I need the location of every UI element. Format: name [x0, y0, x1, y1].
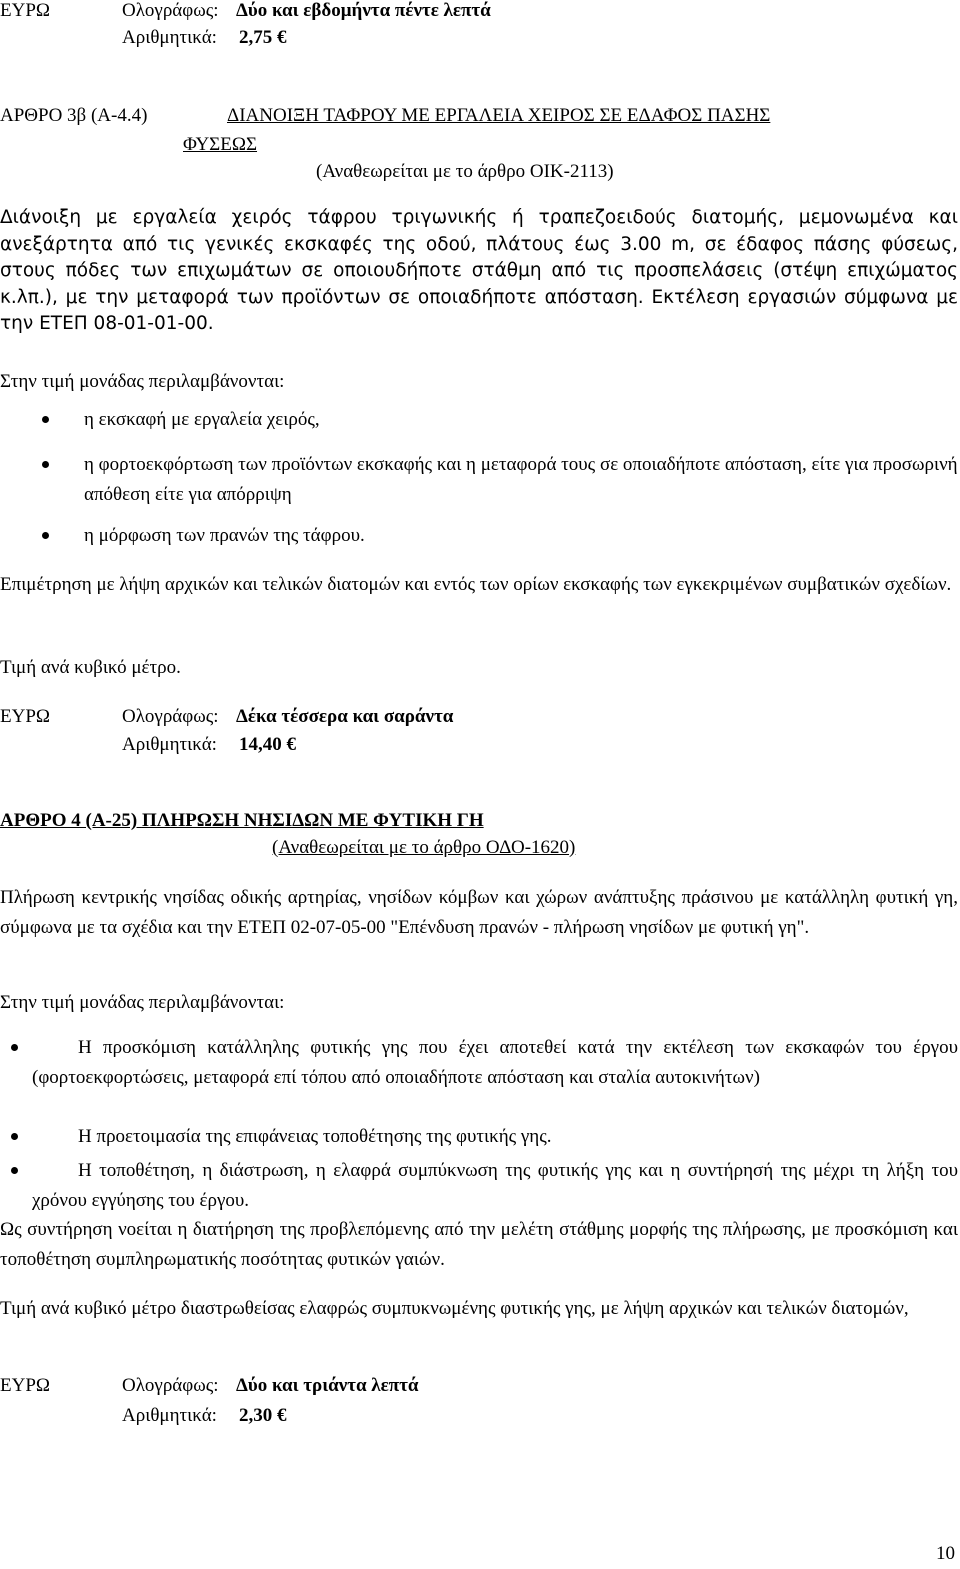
list-item: η εκσκαφή με εργαλεία χειρός, [84, 409, 320, 430]
includes-heading: Στην τιμή μονάδας περιλαμβάνονται: [0, 992, 285, 1013]
number-value: 2,75 € [239, 27, 287, 48]
words-label: Ολογράφως: [122, 0, 219, 21]
article-code-text: ΑΡΘΡΟ 4 (Α-25) [0, 810, 142, 831]
currency-label: ΕΥΡΩ [0, 0, 51, 21]
words-label: Ολογράφως: [122, 1375, 219, 1396]
number-label: Αριθμητικά: [122, 1405, 217, 1426]
bullet-icon [42, 532, 49, 539]
number-value: 2,30 € [239, 1405, 287, 1426]
currency-label: ΕΥΡΩ [0, 706, 51, 727]
bullet-icon [11, 1044, 18, 1051]
words-value: Δέκα τέσσερα και σαράντα [236, 706, 454, 727]
list-item: Η προσκόμιση κατάλληλης φυτικής γης που έχει αποτεθεί κατά την εκτέλεση των εκσκαφών του έργου (φορτοεκφορτώσεις, μεταφορά επί τόπου από οποιαδήποτε απόσταση και σταλία αυτοκινήτων) [32, 1037, 958, 1088]
words-label: Ολογράφως: [122, 706, 219, 727]
bullet-icon [11, 1167, 18, 1174]
article-description: Διάνοιξη με εργαλεία χειρός τάφρου τριγωνικής ή τραπεζοειδούς διατομής, μεμονωμένα και ανεξάρτητα από τις γενικές εκσκαφές της οδού, πλάτους έως 3.00 m, σε έδαφος πάσης φύσεως, στους πόδες των επιχωμάτων σε οποιουδήποτε στάθμη από τις προσπελάσεις (στέψη επιχώματος κ.λπ.), με την μεταφορά των προϊόντων σε οποιαδήποτε απόσταση. Εκτέλεση εργασιών σύμφωνα με την ΕΤΕΠ 08-01-01-00. [0, 207, 958, 334]
list-item: Η προετοιμασία της επιφάνειας τοποθέτησης της φυτικής γης. [78, 1126, 552, 1147]
maintenance-text: Ως συντήρηση νοείται η διατήρηση της προβλεπόμενης από την μελέτη στάθμης μορφής της πλήρωσης, με προσκόμιση και τοποθέτηση συμπληρωματικής ποσότητας φυτικών γαιών. [0, 1219, 958, 1270]
article-description: Πλήρωση κεντρικής νησίδας οδικής αρτηρίας, νησίδων κόμβων και χώρων ανάπτυξης πράσινου με κατάλληλη φυτική γη, σύμφωνα με τα σχέδια και την ΕΤΕΠ 02-07-05-00 "Επένδυση πρανών - πλήρωση νησίδων με φυτική γη". [0, 887, 958, 938]
article-code [0, 806, 484, 836]
bullet-icon [11, 1133, 18, 1140]
list-item: η μόρφωση των πρανών της τάφρου. [84, 525, 365, 546]
list-item: Η τοποθέτηση, η διάστρωση, η ελαφρά συμπύκνωση της φυτικής γης και η συντήρησή της μέχρι τη λήξη του χρόνου εγγύησης του έργου. [32, 1160, 958, 1211]
number-value: 14,40 € [239, 734, 296, 755]
list-item: η φορτοεκφόρτωση των προϊόντων εκσκαφής και η μεταφορά τους σε οποιαδήποτε απόσταση, είτε για προσωρινή απόθεση είτε για απόρριψη [84, 454, 958, 505]
article-title-line1: ΔΙΑΝΟΙΞΗ ΤΑΦΡΟΥ ΜΕ ΕΡΓΑΛΕΙΑ ΧΕΙΡΟΣ ΣΕ ΕΔΑΦΟΣ ΠΑΣΗΣ [227, 105, 771, 126]
article-revision: (Αναθεωρείται με το άρθρο ΟΙΚ-2113) [316, 161, 614, 182]
article-title-line2: ΦΥΣΕΩΣ [183, 134, 258, 155]
words-value: Δύο και εβδομήντα πέντε λεπτά [236, 0, 491, 21]
number-label: Αριθμητικά: [122, 734, 217, 755]
unit-text: Τιμή ανά κυβικό μέτρο διαστρωθείσας ελαφρώς συμπυκνωμένης φυτικής γης, με λήψη αρχικών και τελικών διατομών, [0, 1298, 909, 1319]
bullet-icon [42, 416, 49, 423]
unit-text: Τιμή ανά κυβικό μέτρο. [0, 657, 181, 678]
includes-heading: Στην τιμή μονάδας περιλαμβάνονται: [0, 371, 285, 392]
number-label: Αριθμητικά: [122, 27, 217, 48]
currency-label: ΕΥΡΩ [0, 1375, 51, 1396]
article-code: ΑΡΘΡΟ 3β (Α-4.4) [0, 105, 148, 126]
article-revision: (Αναθεωρείται με το άρθρο ΟΔΟ-1620) [272, 837, 576, 858]
page-number: 10 [936, 1543, 955, 1564]
measurement-text: Επιμέτρηση με λήψη αρχικών και τελικών διατομών και εντός των ορίων εκσκαφής των εγκεκριμένων συμβατικών σχεδίων. [0, 574, 952, 595]
article-title: ΠΛΗΡΩΣΗ ΝΗΣΙΔΩΝ ΜΕ ΦΥΤΙΚΗ ΓΗ [141, 810, 484, 831]
bullet-icon [42, 461, 49, 468]
words-value: Δύο και τριάντα λεπτά [236, 1375, 419, 1396]
